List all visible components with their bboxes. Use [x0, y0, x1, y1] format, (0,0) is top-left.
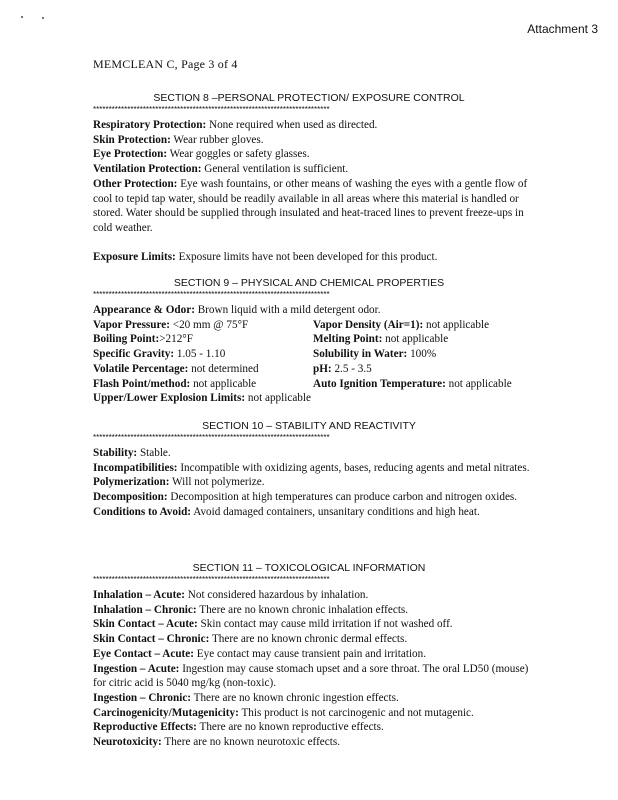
- incompatibilities-row: [93, 461, 538, 476]
- field-label: Neurotoxicity:: [93, 736, 162, 749]
- scan-speck: [21, 16, 23, 18]
- specific-gravity: [93, 347, 313, 362]
- volatile-percentage: [93, 362, 313, 377]
- appearance-row: [93, 303, 538, 318]
- field-value: General ventilation is sufficient.: [204, 163, 349, 176]
- inhalation-acute-row: [93, 588, 538, 603]
- field-label: Boiling Point:: [93, 333, 160, 346]
- conditions-to-avoid-row: [93, 505, 538, 520]
- eye-row: [93, 147, 538, 162]
- section-8-title: SECTION 8 –PERSONAL PROTECTION/ EXPOSURE CONTROL: [153, 92, 465, 104]
- exposure-row: [93, 250, 538, 265]
- field-label: Decomposition:: [93, 491, 168, 504]
- skin-acute-row: [93, 617, 538, 632]
- skin-row: [93, 133, 538, 148]
- field-label: pH:: [313, 362, 332, 375]
- ventilation-row: [93, 162, 538, 177]
- field-value: There are no known chronic ingestion effects.: [193, 691, 399, 704]
- field-label: Eye Contact – Acute:: [93, 647, 194, 660]
- field-value: <20 mm @ 75°F: [172, 318, 249, 331]
- field-value: Stable.: [139, 447, 171, 459]
- auto-ignition: [313, 377, 538, 392]
- field-value: There are no known reproductive effects.: [199, 721, 384, 734]
- polymerization-row: [93, 475, 538, 490]
- field-label: Vapor Density (Air=1):: [313, 318, 424, 331]
- field-value: Wear rubber gloves.: [173, 133, 264, 146]
- field-label: Solubility in Water:: [313, 348, 408, 361]
- field-label: Other Protection:: [93, 177, 178, 190]
- ph: [313, 362, 538, 377]
- field-value: 100%: [410, 348, 437, 361]
- field-label: Exposure Limits:: [93, 250, 176, 263]
- stars-divider: ****************************************************************************: [93, 576, 330, 584]
- stars-divider: ****************************************************************************: [93, 291, 330, 299]
- inhalation-chronic-row: [93, 603, 538, 618]
- field-label: Eye Protection:: [93, 148, 168, 161]
- solubility: [313, 347, 538, 362]
- field-value: There are no known neurotoxic effects.: [164, 736, 340, 749]
- field-value: Will not polymerize.: [172, 476, 265, 489]
- section-9-body: [93, 303, 538, 406]
- flash-point: [93, 377, 313, 392]
- field-value: not applicable: [425, 318, 490, 331]
- field-value: Skin contact may cause mild irritation if not washed off.: [200, 618, 453, 631]
- field-label: Melting Point:: [313, 333, 383, 346]
- ingestion-acute-row: [93, 662, 538, 691]
- field-label: Conditions to Avoid:: [93, 505, 192, 518]
- field-value: Eye wash fountains, or other means of washing the eyes with a gentle flow of cool to tepid tap water, should be readily available in all areas where this material is handled or stored. Water should be supplied through insulated and heat-traced lines to prevent freeze-ups in cold weather.: [93, 177, 528, 234]
- field-label: Appearance & Odor:: [93, 304, 195, 316]
- field-value: Ingestion may cause stomach upset and a sore throat. The oral LD50 (mouse) for citric acid is 5040 mg/kg (non-toxic).: [93, 662, 529, 690]
- field-label: Skin Contact – Chronic:: [93, 633, 210, 646]
- explosion-limits-row: [93, 391, 538, 406]
- field-value: Not considered hazardous by inhalation.: [187, 589, 369, 601]
- boiling-point: [93, 332, 313, 347]
- vapor-density: [313, 318, 538, 333]
- field-value: not applicable: [385, 333, 449, 346]
- field-value: Exposure limits have not been developed for this product.: [178, 250, 438, 263]
- field-label: Ingestion – Chronic:: [93, 691, 192, 704]
- field-label: Incompatibilities:: [93, 461, 178, 474]
- field-value: There are no known chronic inhalation effects.: [199, 603, 409, 616]
- field-value: not applicable: [448, 377, 512, 390]
- field-value: 2.5 - 3.5: [334, 362, 372, 375]
- reproductive-row: [93, 720, 538, 735]
- other-protection-row: [93, 177, 538, 236]
- section-11-body: [93, 588, 538, 750]
- field-value: Avoid damaged containers, unsanitary conditions and high heat.: [193, 505, 480, 518]
- field-label: Respiratory Protection:: [93, 119, 207, 131]
- melting-point: [313, 332, 538, 347]
- field-label: Polymerization:: [93, 476, 170, 489]
- field-label: Auto Ignition Temperature:: [313, 377, 446, 390]
- field-label: Vapor Pressure:: [93, 318, 170, 331]
- ingestion-chronic-row: [93, 691, 538, 706]
- skin-chronic-row: [93, 632, 538, 647]
- field-value: Incompatible with oxidizing agents, bases, reducing agents and metal nitrates.: [180, 461, 530, 474]
- attachment-label: Attachment 3: [527, 22, 598, 36]
- decomposition-row: [93, 490, 538, 505]
- section-9-title: SECTION 9 – PHYSICAL AND CHEMICAL PROPERTIES: [173, 277, 445, 289]
- field-label: Stability:: [93, 447, 138, 459]
- eye-acute-row: [93, 647, 538, 662]
- field-label: Inhalation – Chronic:: [93, 603, 197, 616]
- stability-row: [93, 446, 538, 461]
- respiratory-row: [93, 118, 538, 133]
- field-value: This product is not carcinogenic and not mutagenic.: [241, 706, 474, 719]
- section-11-title: SECTION 11 – TOXICOLOGICAL INFORMATION: [192, 562, 426, 574]
- field-label: Reproductive Effects:: [93, 721, 197, 734]
- page-header: MEMCLEAN C, Page 3 of 4: [93, 57, 238, 71]
- field-label: Upper/Lower Explosion Limits:: [93, 392, 246, 405]
- field-value: There are no known chronic dermal effects.: [211, 633, 408, 646]
- field-value: Decomposition at high temperatures can produce carbon and nitrogen oxides.: [170, 491, 518, 504]
- field-value: 1.05 - 1.10: [176, 348, 226, 361]
- field-value: None required when used as directed.: [208, 119, 378, 131]
- stars-divider: ****************************************************************************: [93, 434, 330, 442]
- field-value: Brown liquid with a mild detergent odor.: [197, 304, 381, 316]
- field-label: Ingestion – Acute:: [93, 662, 180, 675]
- field-value: >212°F: [159, 333, 193, 346]
- properties-grid: [93, 318, 538, 392]
- field-label: Flash Point/method:: [93, 377, 191, 390]
- section-10-title: SECTION 10 – STABILITY AND REACTIVITY: [202, 420, 416, 432]
- field-value: not applicable: [247, 392, 311, 405]
- field-label: Skin Contact – Acute:: [93, 618, 198, 631]
- field-value: Wear goggles or safety glasses.: [169, 148, 310, 161]
- field-label: Volatile Percentage:: [93, 362, 189, 375]
- scan-speck: [42, 17, 44, 19]
- section-8-body: [93, 118, 538, 264]
- field-label: Specific Gravity:: [93, 348, 175, 361]
- section-10-body: [93, 446, 538, 520]
- field-value: not applicable: [193, 377, 257, 390]
- field-label: Inhalation – Acute:: [93, 589, 185, 601]
- vapor-pressure: [93, 318, 313, 333]
- field-value: Eye contact may cause transient pain and irritation.: [196, 647, 427, 660]
- field-label: Ventilation Protection:: [93, 163, 202, 176]
- field-label: Carcinogenicity/Mutagenicity:: [93, 706, 239, 719]
- field-value: not determined: [191, 362, 259, 375]
- stars-divider: ****************************************************************************: [93, 106, 330, 114]
- field-label: Skin Protection:: [93, 133, 171, 146]
- neurotoxicity-row: [93, 735, 538, 750]
- carcinogenicity-row: [93, 706, 538, 721]
